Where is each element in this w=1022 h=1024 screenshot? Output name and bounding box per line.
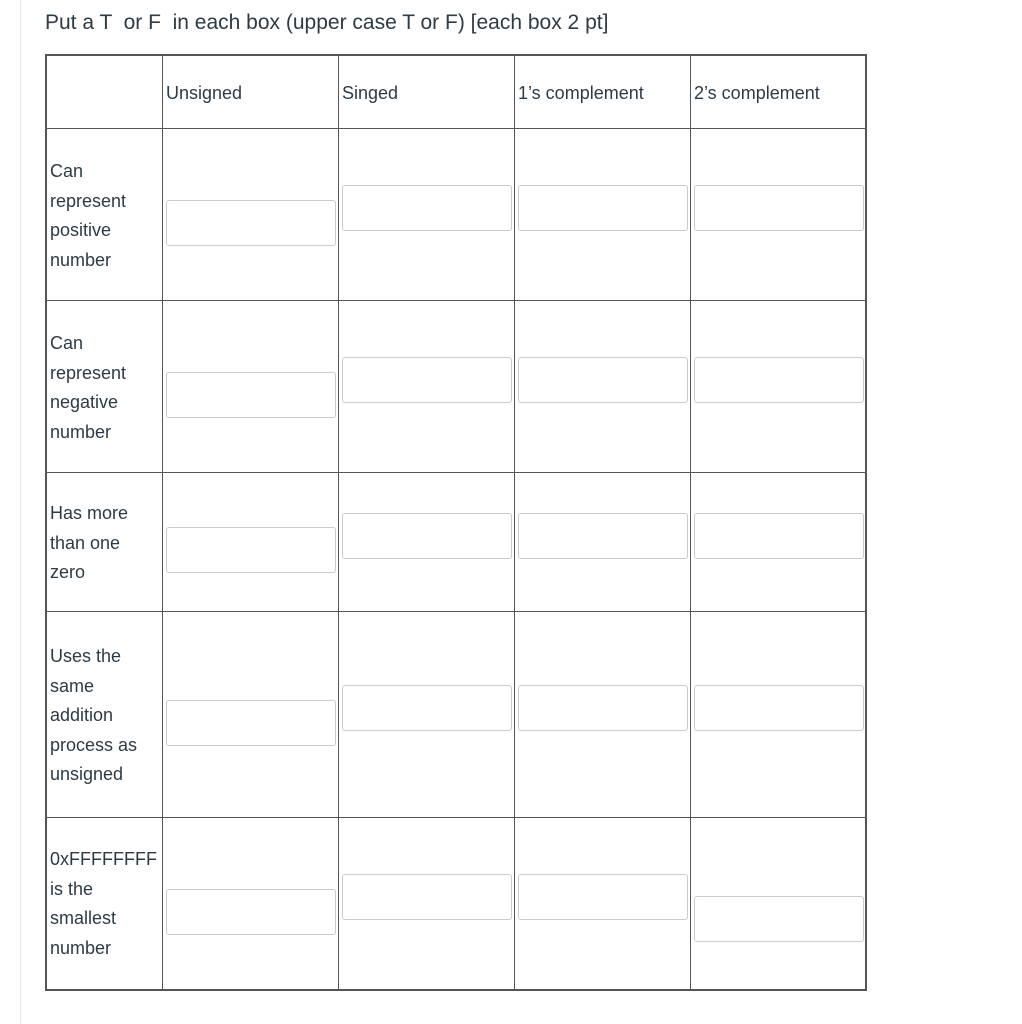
answer-input-addition-unsigned[interactable] bbox=[166, 700, 336, 746]
answer-table bbox=[45, 54, 867, 991]
row-divider bbox=[47, 817, 865, 818]
answer-input-smallest-ones-complement[interactable] bbox=[518, 874, 688, 920]
row-divider bbox=[47, 611, 865, 612]
answer-input-negative-unsigned[interactable] bbox=[166, 372, 336, 418]
row-label-multiple-zeros: Has more than one zero bbox=[50, 503, 129, 583]
column-divider bbox=[162, 56, 163, 989]
answer-input-negative-ones-complement[interactable] bbox=[518, 357, 688, 403]
answer-input-zeros-ones-complement[interactable] bbox=[518, 513, 688, 559]
row-label-smallest-number: 0xFFFFFFFF is the smallest number bbox=[50, 849, 157, 958]
column-divider bbox=[690, 56, 691, 989]
row-label-same-addition: Uses the same addition process as unsigned bbox=[50, 646, 138, 785]
answer-input-smallest-unsigned[interactable] bbox=[166, 889, 336, 935]
table-corner-cell bbox=[47, 56, 162, 128]
answer-input-smallest-twos-complement[interactable] bbox=[694, 896, 864, 942]
answer-input-zeros-unsigned[interactable] bbox=[166, 527, 336, 573]
row-label-negative: Can represent negative number bbox=[50, 333, 127, 442]
answer-input-zeros-signed[interactable] bbox=[342, 513, 512, 559]
answer-input-negative-twos-complement[interactable] bbox=[694, 357, 864, 403]
content-left-border bbox=[20, 0, 21, 1024]
answer-input-addition-signed[interactable] bbox=[342, 685, 512, 731]
column-header-signed: Singed bbox=[342, 83, 399, 103]
answer-input-positive-twos-complement[interactable] bbox=[694, 185, 864, 231]
row-divider bbox=[47, 472, 865, 473]
question-prompt: Put a T or F in each box (upper case T or F) [each box 2 pt] bbox=[45, 11, 609, 34]
row-divider bbox=[47, 128, 865, 129]
column-header-twos-complement: 2’s complement bbox=[694, 83, 820, 103]
row-label-positive: Can represent positive number bbox=[50, 161, 127, 270]
row-divider bbox=[47, 300, 865, 301]
answer-input-negative-signed[interactable] bbox=[342, 357, 512, 403]
answer-input-smallest-signed[interactable] bbox=[342, 874, 512, 920]
answer-input-positive-ones-complement[interactable] bbox=[518, 185, 688, 231]
answer-input-positive-unsigned[interactable] bbox=[166, 200, 336, 246]
answer-input-addition-ones-complement[interactable] bbox=[518, 685, 688, 731]
column-header-unsigned: Unsigned bbox=[166, 83, 243, 103]
column-header-ones-complement: 1’s complement bbox=[518, 83, 644, 103]
column-divider bbox=[514, 56, 515, 989]
answer-input-addition-twos-complement[interactable] bbox=[694, 685, 864, 731]
answer-input-positive-signed[interactable] bbox=[342, 185, 512, 231]
column-divider bbox=[338, 56, 339, 989]
answer-input-zeros-twos-complement[interactable] bbox=[694, 513, 864, 559]
